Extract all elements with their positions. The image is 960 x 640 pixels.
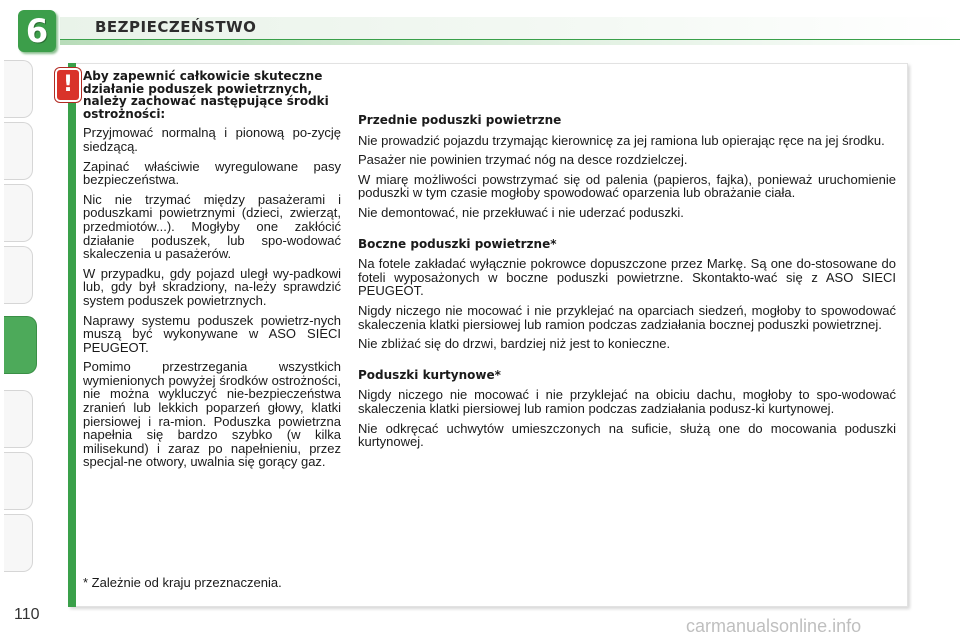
warning-paragraph: Zapinać właściwie wyregulowane pasy bezpieczeństwa. [83, 158, 341, 188]
warning-paragraph: Nic nie trzymać między pasażerami i poduszkami powietrznymi (dzieci, zwierząt, przedmiotów...). Mogłyby one zakłócić działanie poduszek, lub spo-wodować skaleczenia u pasażerów. [83, 191, 341, 262]
warning-lead: Aby zapewnić całkowicie skuteczne działanie poduszek powietrznych, należy zachować następujące środki ostrożności: [83, 69, 329, 121]
warning-paragraph: Pomimo przestrzegania wszystkich wymienionych powyżej środków ostrożności, nie można wykluczyć nie-bezpieczeństwa zranień lub lekkich poparzeń głowy, klatki piersiowej i ra-mion. Poduszka powietrzna napełnia się bardzo szybko (w kilka milisekund) i zaraz po napełnieniu, przez specjal-ne otwory, uwalnia się gorący gaz. [83, 359, 341, 470]
warning-paragraph: Przyjmować normalną i pionową po-zycję siedzącą. [83, 125, 341, 154]
warning-paragraph: W przypadku, gdy pojazd uległ wy-padkowi lub, gdy był skradziony, na-leży sprawdzić system poduszek powietrznych. [83, 265, 341, 308]
section-paragraph: W miarę możliwości powstrzymać się od palenia (papieros, fajka), ponieważ uruchomienie poduszki w tym czasie mogłoby spowodować oparzenia lub obrażanie ciała. [358, 171, 896, 201]
page-number: 110 [14, 606, 40, 623]
warning-icon: ! [55, 68, 81, 102]
chapter-header [0, 0, 960, 50]
section-heading: Poduszki kurtynowe* [358, 367, 501, 382]
section-paragraph: Pasażer nie powinien trzymać nóg na desce rozdzielczej. [358, 152, 688, 168]
chapter-number: 6 [25, 12, 49, 50]
panel-accent-bar [68, 63, 76, 607]
side-tab[interactable] [4, 60, 33, 118]
warning-paragraph: Naprawy systemu poduszek powietrz-nych muszą być wykonywane w ASO SIECI PEUGEOT. [83, 312, 341, 355]
side-tabs [4, 60, 34, 580]
side-tab[interactable] [4, 452, 33, 510]
section-paragraph: Nie prowadzić pojazdu trzymając kierownicę za jej ramiona lub opierając ręce na jej środku. [358, 132, 885, 148]
section-heading: Boczne poduszki powietrzne* [358, 236, 557, 251]
section-paragraph: Nie demontować, nie przekłuwać i nie uderzać poduszki. [358, 204, 684, 220]
page-title: BEZPIECZEŃSTWO [95, 18, 257, 36]
side-tab[interactable] [4, 390, 33, 448]
section-paragraph: Nie odkręcać uchwytów umieszczonych na suficie, służą one do mocowania poduszki kurtynowej. [358, 420, 896, 450]
section-paragraph: Na fotele zakładać wyłącznie pokrowce dopuszczone przez Markę. Są one do-stosowane do foteli wyposażonych w boczne poduszki powietrzne. Skontakto-wać się z ASO SIECI PEUGEOT. [358, 256, 896, 299]
side-tab[interactable] [4, 514, 33, 572]
section-paragraph: Nigdy niczego nie mocować i nie przyklejać na obiciu dachu, mogłoby to spo-wodować skaleczenia klatki piersiowej lub ramion podczas zadziałania podusz-ki kurtynowej. [358, 387, 896, 416]
side-tab[interactable] [4, 122, 33, 180]
section-heading: Przednie poduszki powietrzne [358, 113, 562, 127]
side-tab[interactable] [4, 184, 33, 242]
watermark: carmanualsonline.info [686, 616, 862, 636]
chapter-badge [18, 10, 56, 52]
left-column [83, 70, 341, 475]
section-paragraph: Nie zbliżać się do drzwi, bardziej niż jest to konieczne. [358, 336, 671, 352]
side-tab-active[interactable] [4, 316, 37, 374]
section-paragraph: Nigdy niczego nie mocować i nie przyklejać na oparciach siedzeń, mogłoby to spowodować skaleczenia klatki piersiowej lub ramion podczas zadziałania bocznej poduszki powietrznej. [358, 302, 896, 332]
right-column [358, 114, 896, 455]
header-band-shadow [60, 40, 960, 45]
footnote: * Zależnie od kraju przeznaczenia. [83, 575, 282, 590]
side-tab[interactable] [4, 246, 33, 304]
